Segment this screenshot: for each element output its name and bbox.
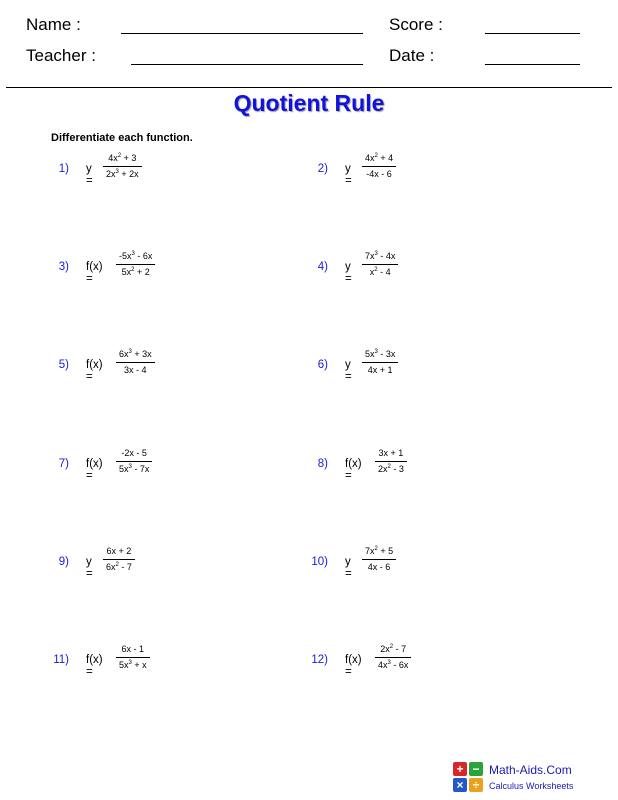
function-prefix: f(x) = — [86, 458, 103, 482]
problem-number: 4) — [317, 261, 328, 273]
numerator-rest: - 6x — [134, 251, 153, 261]
numerator-base: 4x — [108, 153, 118, 163]
denominator — [103, 167, 142, 180]
numerator-exponent: 2 — [117, 153, 122, 159]
divide-icon: ÷ — [469, 778, 483, 792]
denominator-rest: + x — [131, 660, 147, 670]
function-prefix: f(x) = — [345, 458, 362, 482]
header-divider — [6, 87, 612, 88]
numerator — [116, 448, 152, 462]
denominator — [375, 462, 407, 475]
numerator — [362, 546, 396, 560]
numerator-base: 5x — [365, 349, 375, 359]
numerator-exponent: 3 — [374, 349, 378, 355]
fraction — [116, 349, 155, 376]
denominator-exponent: 2 — [387, 464, 391, 470]
numerator-base: 6x - 1 — [121, 644, 145, 654]
problem-number: 2) — [317, 163, 328, 175]
numerator-exponent: 2 — [374, 546, 378, 552]
denominator-base: 6x — [106, 562, 116, 572]
denominator-rest: - 6x — [390, 660, 409, 670]
denominator — [362, 167, 396, 180]
date-label: Date : — [389, 46, 435, 65]
numerator-base: -2x - 5 — [121, 448, 147, 458]
function-prefix: y = — [86, 556, 93, 580]
function-prefix: y = — [345, 163, 352, 187]
denominator-base: 4x - 6 — [367, 562, 391, 572]
numerator-exponent: 3 — [374, 251, 378, 257]
function-prefix: y = — [345, 359, 352, 383]
function-prefix: y = — [345, 261, 352, 285]
numerator-rest: + 3x — [131, 349, 152, 359]
denominator — [362, 265, 398, 278]
denominator-exponent: 2 — [115, 562, 119, 568]
denominator-rest: - 4 — [377, 267, 391, 277]
denominator-rest: - 3 — [390, 464, 404, 474]
denominator — [362, 560, 396, 573]
denominator-exponent: 2 — [131, 267, 135, 273]
fraction — [362, 251, 398, 278]
instructions: Differentiate each function. — [51, 132, 193, 144]
name-label: Name : — [26, 15, 81, 34]
numerator-base: 6x — [119, 349, 129, 359]
score-label: Score : — [389, 15, 443, 34]
numerator — [116, 349, 155, 363]
numerator — [116, 644, 150, 658]
teacher-label: Teacher : — [26, 46, 96, 65]
fraction — [116, 644, 150, 671]
numerator-base: 2x — [380, 644, 390, 654]
numerator-base: 7x — [365, 546, 375, 556]
problem-number: 5) — [58, 359, 69, 371]
numerator — [103, 153, 142, 167]
denominator-base: 5x — [119, 660, 129, 670]
numerator-rest: + 5 — [377, 546, 394, 556]
numerator — [362, 153, 396, 167]
denominator — [116, 462, 152, 475]
score-field-line[interactable] — [485, 33, 580, 34]
problem-number: 7) — [58, 458, 69, 470]
problem-number: 10) — [311, 556, 328, 568]
fraction — [116, 448, 152, 475]
numerator — [375, 644, 411, 658]
numerator — [103, 546, 135, 560]
function-prefix: f(x) = — [86, 261, 103, 285]
denominator-rest: - 7x — [131, 464, 150, 474]
numerator-rest: + 4 — [377, 153, 394, 163]
numerator-exponent: 2 — [374, 153, 378, 159]
problem-number: 11) — [53, 654, 69, 666]
numerator-exponent: 3 — [131, 251, 135, 257]
problem-number: 9) — [58, 556, 69, 568]
denominator-exponent: 3 — [387, 660, 391, 666]
function-prefix: y = — [86, 163, 93, 187]
denominator-base: 4x — [378, 660, 388, 670]
fraction — [362, 546, 396, 573]
function-prefix: f(x) = — [345, 654, 362, 678]
numerator — [362, 251, 398, 265]
problem-number: 3) — [58, 261, 69, 273]
name-field-line[interactable] — [121, 33, 363, 34]
function-prefix: f(x) = — [86, 359, 103, 383]
denominator-exponent: 3 — [115, 169, 119, 175]
numerator-base: -5x — [119, 251, 132, 261]
denominator-exponent: 3 — [128, 464, 132, 470]
fraction — [103, 546, 135, 573]
numerator-exponent: 3 — [128, 349, 132, 355]
denominator — [116, 265, 155, 278]
problem-number: 1) — [58, 163, 69, 175]
function-prefix: y = — [345, 556, 352, 580]
numerator — [116, 251, 155, 265]
denominator — [116, 363, 155, 376]
fraction — [362, 153, 396, 180]
fraction — [375, 644, 411, 671]
denominator-base: 2x — [106, 169, 116, 179]
problem-number: 8) — [317, 458, 328, 470]
fraction — [362, 349, 398, 376]
numerator-rest: - 3x — [377, 349, 396, 359]
function-prefix: f(x) = — [86, 654, 103, 678]
fraction — [103, 153, 142, 180]
denominator-rest: + 2x — [118, 169, 139, 179]
plus-icon: + — [453, 762, 467, 776]
denominator-rest: - 7 — [118, 562, 132, 572]
denominator-base: x — [369, 267, 375, 277]
fraction — [375, 448, 407, 475]
times-icon: × — [453, 778, 467, 792]
problem-number: 12) — [311, 654, 328, 666]
denominator — [103, 560, 135, 573]
fraction — [116, 251, 155, 278]
numerator-base: 6x + 2 — [106, 546, 132, 556]
numerator-rest: - 4x — [377, 251, 396, 261]
denominator-base: -4x - 6 — [366, 169, 392, 179]
teacher-field-line[interactable] — [131, 64, 363, 65]
denominator — [362, 363, 398, 376]
brand-subtitle: Calculus Worksheets — [489, 781, 574, 791]
numerator-rest: + 3 — [121, 153, 137, 163]
problem-number: 6) — [317, 359, 328, 371]
denominator-rest: + 2 — [134, 267, 150, 277]
numerator-exponent: 2 — [389, 644, 394, 650]
denominator-base: 3x - 4 — [124, 365, 147, 375]
denominator — [116, 658, 150, 671]
brand-name[interactable]: Math-Aids.Com — [489, 763, 572, 777]
denominator-base: 5x — [121, 267, 132, 277]
numerator-base: 7x — [365, 251, 375, 261]
numerator-base: 3x + 1 — [378, 448, 404, 458]
denominator-base: 5x — [119, 464, 129, 474]
denominator-base: 4x + 1 — [367, 365, 393, 375]
denominator-exponent: 3 — [128, 660, 132, 666]
numerator-rest: - 7 — [393, 644, 407, 654]
numerator-base: 4x — [365, 153, 375, 163]
denominator — [375, 658, 411, 671]
denominator-exponent: 2 — [374, 267, 378, 273]
date-field-line[interactable] — [485, 64, 580, 65]
minus-icon: − — [469, 762, 483, 776]
denominator-base: 2x — [378, 464, 388, 474]
numerator — [362, 349, 398, 363]
worksheet-title: Quotient Rule — [233, 90, 385, 116]
math-symbols-logo-icon — [453, 762, 483, 792]
numerator — [375, 448, 407, 462]
